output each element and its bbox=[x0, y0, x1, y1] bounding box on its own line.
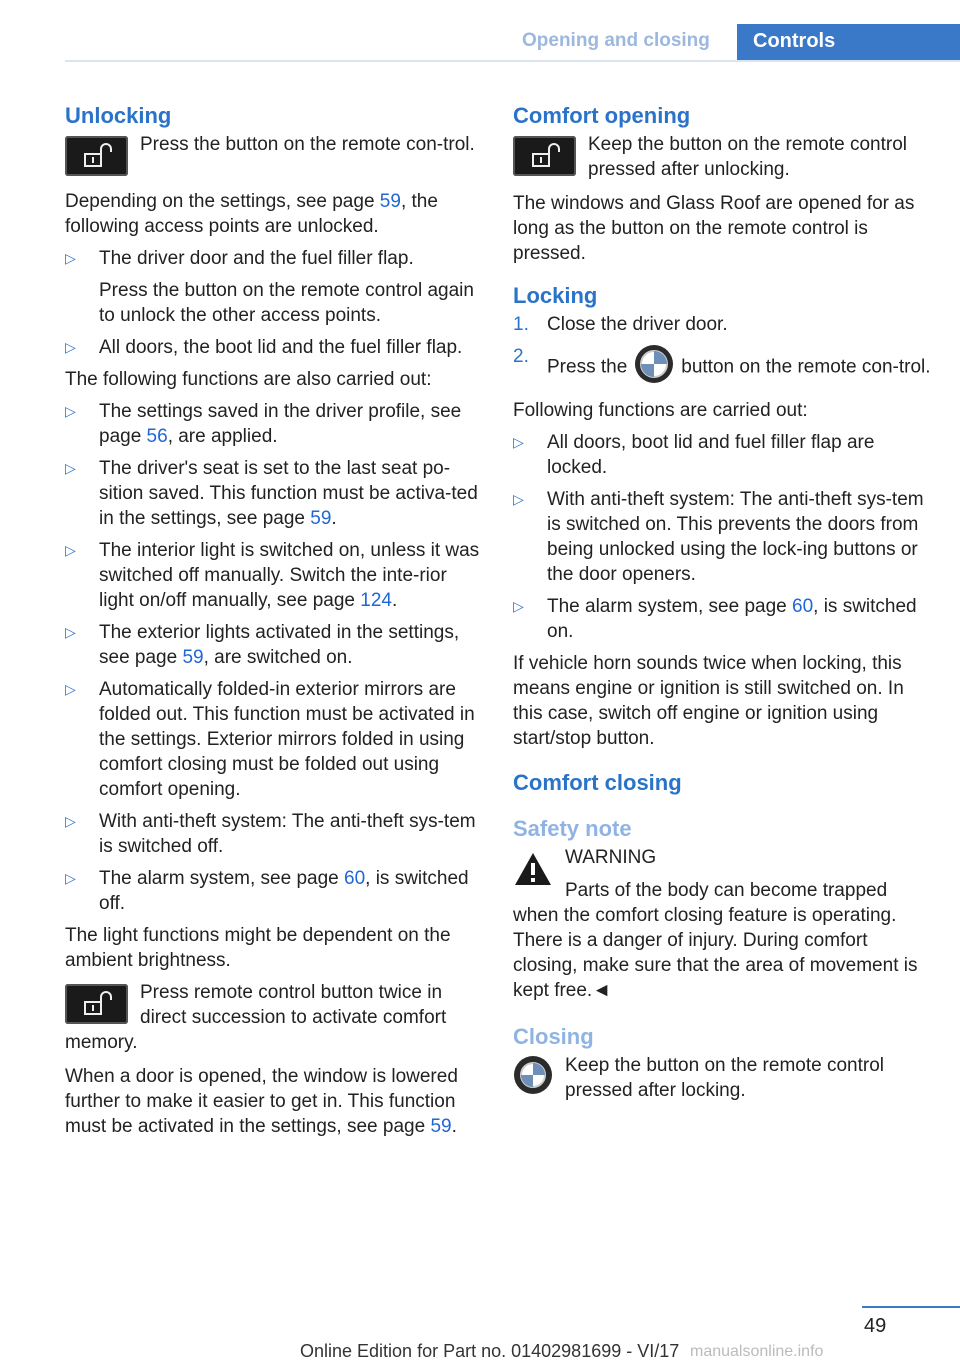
list-item-text: The settings saved in the driver profile, see page bbox=[99, 401, 462, 447]
page-link[interactable]: 60 bbox=[344, 868, 366, 889]
triangle-bullet-icon: ▷ bbox=[65, 250, 76, 266]
unlock-key-icon bbox=[65, 136, 128, 176]
page-link[interactable]: 59 bbox=[379, 191, 401, 212]
list-item-text-end: , is switched on. bbox=[547, 596, 917, 642]
list-item-text: The driver's seat is set to the last seat po‐sition saved. This function must be activa‐ted in the settings, see page bbox=[99, 458, 478, 529]
unlocking-icon-text: Press the button on the remote con‐trol. bbox=[140, 134, 475, 155]
footer-rule bbox=[862, 1306, 960, 1308]
windows-paragraph: The windows and Glass Roof are opened for as long as the button on the remote control is pressed. bbox=[513, 193, 915, 264]
closing-text: Keep the button on the remote control pressed after locking. bbox=[565, 1055, 884, 1101]
list-item-text: With anti-theft system: The anti-theft sys‐tem is switched off. bbox=[99, 811, 476, 857]
step-item bbox=[513, 344, 931, 391]
list-item-text: The driver door and the fuel filler flap. bbox=[99, 248, 414, 269]
list-item bbox=[65, 246, 483, 328]
locking-heading: Locking bbox=[513, 283, 598, 308]
list-item-text-end: . bbox=[331, 508, 337, 529]
bmw-logo-icon bbox=[513, 1055, 553, 1102]
step-text: Close the driver door. bbox=[547, 314, 728, 335]
watermark: manualsonline.info bbox=[690, 1343, 824, 1360]
triangle-bullet-icon: ▷ bbox=[513, 434, 524, 450]
list-item bbox=[65, 456, 483, 531]
safety-note-heading: Safety note bbox=[513, 816, 632, 841]
triangle-bullet-icon: ▷ bbox=[65, 681, 76, 697]
door-open-text-end: . bbox=[451, 1116, 457, 1137]
list-item bbox=[513, 487, 931, 587]
triangle-bullet-icon: ▷ bbox=[65, 813, 76, 829]
list-item-text: Automatically folded-in exterior mirrors are folded out. This function must be activated in the settings. Exterior mirrors folded in using comfort closing must be folded out using comfort opening. bbox=[99, 679, 475, 800]
list-item bbox=[65, 335, 483, 360]
header-rule bbox=[65, 60, 960, 62]
warning-icon bbox=[513, 851, 553, 894]
left-column bbox=[65, 100, 483, 1146]
comfort-opening-heading: Comfort opening bbox=[513, 103, 691, 128]
list-item-text: The alarm system, see page bbox=[99, 868, 344, 889]
header-tab-label: Controls bbox=[753, 30, 836, 52]
list-item-text-end: , is switched off. bbox=[99, 868, 469, 914]
step-item bbox=[513, 312, 931, 337]
page-link[interactable]: 60 bbox=[792, 596, 814, 617]
comfort-opening-icon-paragraph bbox=[513, 132, 931, 182]
unlock-functions-list bbox=[65, 399, 483, 916]
triangle-bullet-icon: ▷ bbox=[65, 403, 76, 419]
unlock-key-icon bbox=[513, 136, 576, 176]
triangle-bullet-icon: ▷ bbox=[513, 491, 524, 507]
page-number: 49 bbox=[864, 1315, 887, 1337]
list-item-text-end: , are applied. bbox=[167, 426, 278, 447]
warning-text: Parts of the body can become trapped when the comfort closing feature is operating. There is a danger of injury. During comfort closing, make sure that the area of movement is kept free.◄ bbox=[513, 880, 918, 1001]
triangle-bullet-icon: ▷ bbox=[65, 542, 76, 558]
unlock-key-icon bbox=[65, 984, 128, 1024]
edition-text: Online Edition for Part no. 01402981699 - VI/17 bbox=[300, 1341, 680, 1361]
step-text: Press the bbox=[547, 356, 628, 378]
triangle-bullet-icon: ▷ bbox=[65, 870, 76, 886]
unlock-access-list bbox=[65, 246, 483, 360]
list-item-text: All doors, boot lid and fuel filler flap are locked. bbox=[547, 432, 875, 478]
list-item-text: With anti-theft system: The anti-theft sys‐tem is switched on. This prevents the doors from being unlocked using the lock‐ing buttons or the door openers. bbox=[547, 489, 924, 585]
warning-label: WARNING bbox=[565, 847, 657, 868]
page-link[interactable]: 59 bbox=[310, 508, 332, 529]
unlocking-heading: Unlocking bbox=[65, 103, 172, 128]
comfort-memory-text: Press remote control button twice in direct succession to activate comfort memory. bbox=[65, 982, 447, 1053]
bmw-logo-icon bbox=[633, 344, 675, 391]
list-item bbox=[65, 620, 483, 670]
list-item-text: All doors, the boot lid and the fuel filler flap. bbox=[99, 337, 463, 358]
step-number: 2. bbox=[513, 346, 529, 367]
unlocking-icon-paragraph bbox=[65, 132, 483, 180]
list-item bbox=[65, 866, 483, 916]
page-link[interactable]: 124 bbox=[360, 590, 392, 611]
step-number: 1. bbox=[513, 314, 529, 335]
triangle-bullet-icon: ▷ bbox=[65, 460, 76, 476]
list-item-text-end: , are switched on. bbox=[203, 647, 353, 668]
list-item bbox=[65, 399, 483, 449]
list-item bbox=[65, 538, 483, 613]
warning-block bbox=[513, 845, 931, 1003]
list-item-text-end: . bbox=[391, 590, 398, 611]
triangle-bullet-icon: ▷ bbox=[65, 339, 76, 355]
comfort-closing-heading: Comfort closing bbox=[513, 770, 682, 795]
following-intro: Following functions are carried out: bbox=[513, 400, 808, 421]
triangle-bullet-icon: ▷ bbox=[65, 624, 76, 640]
closing-heading: Closing bbox=[513, 1024, 594, 1049]
locking-functions-list bbox=[513, 430, 931, 644]
header-tab-controls bbox=[737, 24, 960, 62]
depending-text: Depending on the settings, see page bbox=[65, 191, 380, 212]
list-item bbox=[513, 430, 931, 480]
door-open-paragraph bbox=[65, 1064, 483, 1139]
door-open-text: When a door is opened, the window is lowered further to make it easier to get in. This function must be activated in the settings, see page bbox=[65, 1066, 458, 1137]
list-item-subtext: Press the button on the remote control again to unlock the other access points. bbox=[99, 280, 474, 326]
closing-icon-paragraph bbox=[513, 1053, 931, 1108]
depending-text-end: , the following access points are unlocked. bbox=[65, 191, 438, 237]
functions-intro: The following functions are also carried out: bbox=[65, 369, 432, 390]
page-link[interactable]: 59 bbox=[430, 1116, 452, 1137]
comfort-opening-text: Keep the button on the remote control pressed after unlocking. bbox=[588, 134, 907, 180]
triangle-bullet-icon: ▷ bbox=[513, 598, 524, 614]
list-item-text: The interior light is switched on, unless it was switched off manually. Switch the inte‐rior light on/off manually, see page bbox=[99, 540, 480, 611]
page-link[interactable]: 59 bbox=[182, 647, 204, 668]
comfort-memory-paragraph bbox=[65, 980, 483, 1055]
header-section-title: Opening and closing bbox=[522, 30, 710, 51]
list-item bbox=[65, 809, 483, 859]
step-text-end: button on the remote con‐trol. bbox=[681, 356, 931, 378]
list-item-text: The alarm system, see page bbox=[547, 596, 792, 617]
horn-paragraph: If vehicle horn sounds twice when locking, this means engine or ignition is still switched on. In this case, switch off engine or ignition using start/stop button. bbox=[513, 653, 904, 749]
depending-paragraph bbox=[65, 189, 483, 239]
list-item bbox=[513, 594, 931, 644]
list-item-text: The exterior lights activated in the settings, see page bbox=[99, 622, 460, 668]
locking-steps bbox=[513, 312, 931, 391]
right-column bbox=[513, 100, 931, 1117]
list-item bbox=[65, 677, 483, 802]
light-note: The light functions might be dependent on the ambient brightness. bbox=[65, 925, 451, 971]
page-link[interactable]: 56 bbox=[146, 426, 168, 447]
